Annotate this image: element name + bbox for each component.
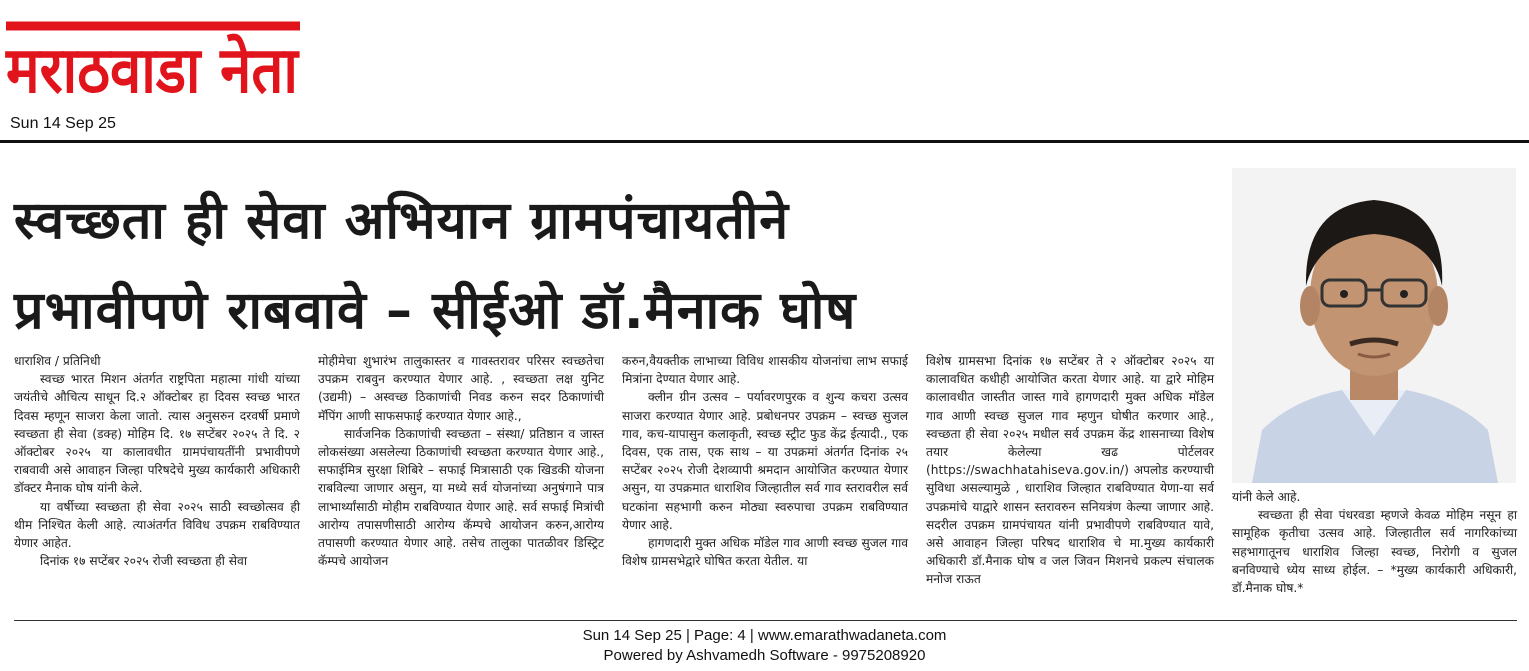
paragraph: हागणदारी मुक्त अधिक मॉडेल गाव आणी स्वच्छ सुजल गाव विशेष ग्रामसभेद्वारे घोषित करता येतील. या: [622, 536, 908, 569]
paragraph: विशेष ग्रामसभा दिनांक १७ सप्टेंबर ते २ ऑक्टोबर २०२५ या कालावधित कधीही आयोजित करता येणार आहे. या द्वारे मोहिम कालावधीत जास्तीत जास्त गावे हागणदारी मुक्त अधिक मॉडेल गाव आणी स्वच्छ सुजल गाव म्हणुन घोषीत करणार आहे., स्वच्छता ही सेवा २०२५ मधील सर्व उपक्रम केंद्र शासनाच्या विशेष तयार केलेल्या खढ पोर्टलवर (https://swachhatahiseva.gov.in/) अपलोड करण्याची सुविधा असल्यामुळे , धाराशिव जिल्हात राबविण्यात येणा-या सर्व उपक्रमांचे याद्वारे शासन स्तरावरुन सनियत्रंण केल्या जाणार आहे. सदरील उपक्रम ग्रामपंचायत यांनी प्रभावीपणे राबविण्यात यावे, असे आवाहन जिल्हा परिषद धाराशिव चे मा.मुख्य कार्यकारी अधिकारी डॉ.मैनाक घोष व जल जिवन मिशनचे प्रकल्प संचालक मनोज राऊत: [926, 354, 1214, 587]
masthead-logo-graphic: [4, 2, 339, 108]
paragraph: स्वच्छता ही सेवा पंधरवडा म्हणजे केवळ मोहिम नसून हा सामूहिक कृतीचा उत्सव आहे. जिल्हातील सर्व नागरिकांच्या सहभागातूनच धाराशिव जिल्हा स्वच्छ, निरोगी व सुजल बनविण्याचे ध्येय साध्य होईल. – *मुख्य कार्यकारी अधिकारी, डॉ.मैनाक घोष.*: [1232, 508, 1517, 596]
article-column-4: [926, 352, 1214, 610]
paragraph: स्वच्छ भारत मिशन अंतर्गत राष्ट्रपिता महात्मा गांधी यांच्या जयंतीचे औचित्य साधून दि.२ ऑक्टोबर हा दिवस स्वच्छ भारत दिवस म्हणून साजरा केला जातो. त्यास अनुसरुन दरवर्षी प्रमाणे स्वच्छता ही सेवा (डक्ह) मोहिम दि. १७ सप्टेंबर २०२५ ते दि. २ ऑक्टोबर २०२५ या कालावधीत ग्रामपंचायतींनी प्रभावीपणे राबवावी असे आवाहन जिल्हा परिषदेचे मुख्य कार्यकारी अधिकारी डॉक्टर मैनाक घोष यांनी केले.: [14, 372, 300, 496]
article-column-1: [14, 352, 300, 610]
dateline: धाराशिव / प्रतिनिधी: [14, 354, 101, 368]
portrait-illustration: [1232, 168, 1516, 483]
paragraph: या वर्षीच्या स्वच्छता ही सेवा २०२५ साठी स्वच्छोत्सव ही थीम निश्चित केली आहे. त्याअंतर्गत विविध उपक्रम राबविण्यात येणार आहेत.: [14, 499, 300, 551]
paragraph: मोहीमेचा शुभारंभ तालुकास्तर व गावस्तरावर परिसर स्वच्छतेचा उपक्रम राबवुन करण्यात येणार आहे. , स्वच्छता लक्ष युनिट (उद्यमी) – अस्वच्छ ठिकाणांची निवड करुन सदर ठिकाणांची मॅपिंग आणी साफसफाई करण्यात येणार आहे.,: [318, 354, 604, 423]
edition-date: Sun 14 Sep 25: [10, 115, 116, 132]
footer-credit: Powered by Ashvamedh Software - 9975208920: [603, 647, 926, 664]
paragraph: दिनांक १७ सप्टेंबर २०२५ रोजी स्वच्छता ही सेवा: [40, 554, 247, 569]
official-portrait-photo: [1232, 168, 1516, 483]
masthead-title: मराठवाडा नेता: [6, 34, 339, 108]
paragraph: यांनी केले आहे.: [1232, 490, 1301, 504]
article-column-5: [1232, 488, 1517, 610]
top-divider: [0, 140, 1529, 143]
paragraph: सार्वजनिक ठिकाणांची स्वच्छता – संस्था/ प्रतिष्ठान व जास्त लोकसंख्या असलेल्या ठिकाणांची स्वच्छता करण्यात येणार आहे., सफाईमित्र सुरक्षा शिबिरे – सफाई मित्रासाठी एक खिडकी योजना राबविल्या जाणार असुन, या मध्ये सर्व योजनांच्या अनुषंगाने पात्र लाभार्थ्यांसाठी मोहीम राबविण्यात येणार आहे. सर्व सफाई मित्रांची आरोग्य तपासणीसाठी आरोग्य कॅम्पचे आयोजन करुन,आरोग्य तपासणी करण्यात येणार आहे. तसेच तालुका पातळीवर डिस्ट्रिट कॅम्पचे आयोजन: [318, 426, 604, 569]
article-column-2: [318, 352, 604, 610]
masthead-logo: [4, 2, 339, 108]
headline-line-2: प्रभावीपणे राबवावे – सीईओ डॉ.मैनाक घोष: [14, 281, 857, 341]
paragraph: क्लीन ग्रीन उत्सव – पर्यावरणपुरक व शुन्य कचरा उत्सव साजरा करण्यात येणार आहे. प्रबोधनपर उपक्रम – स्वच्छ सुजल गाव, कच-यापासुन कलाकृती, स्वच्छ स्ट्रीट फुड केंद्र ईत्यादी., एक दिवस, एक तास, एक साथ – या उपक्रमां अंतर्गत दिनांक २५ सप्टेंबर २०२५ रोजी देशव्यापी श्रमदान आयोजित करण्यात येणार असुन, या उपक्रमात धाराशिव जिल्हातील सर्व गाव स्तरावरील सर्व घटकांना सहभागी करुन मोठ्या स्वरुपाचा उपक्रम राबविण्यात येणार आहे.: [622, 390, 908, 532]
bottom-divider: [14, 620, 1517, 621]
headline-line-1: स्वच्छता ही सेवा अभियान ग्रामपंचायतीने: [14, 191, 790, 251]
article-column-3: [622, 352, 908, 610]
article-headline: [14, 176, 1224, 356]
paragraph: करुन,वैयक्तीक लाभाच्या विविध शासकीय योजनांचा लाभ सफाई मित्रांना देण्यात येणार आहे.: [622, 354, 908, 387]
footer-page-info: Sun 14 Sep 25 | Page: 4 | www.emarathwadaneta.com: [582, 627, 947, 644]
